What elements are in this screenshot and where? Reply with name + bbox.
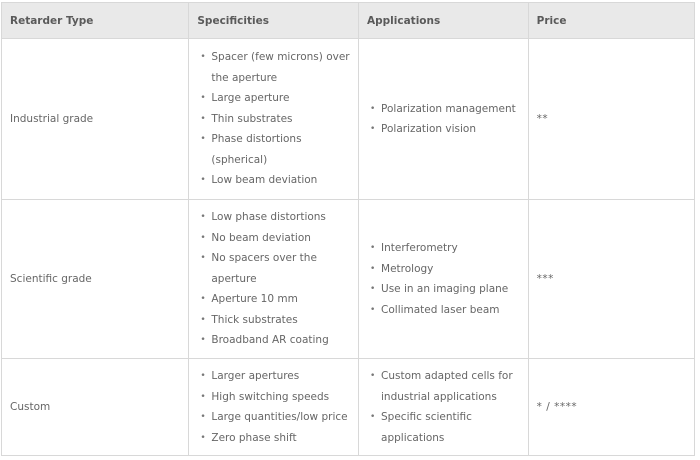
list-item: • Phase distortions (spherical) — [197, 129, 350, 170]
price-cell: * / **** — [528, 359, 694, 456]
applications-list — [367, 366, 520, 448]
list-item: • Custom adapted cells for industrial applications — [367, 366, 520, 407]
applications-cell — [359, 39, 529, 200]
list-item: • Aperture 10 mm — [197, 289, 350, 310]
list-item: • Polarization vision — [367, 119, 520, 140]
table-row-industrial-grade — [2, 39, 695, 200]
applications-list — [367, 238, 520, 320]
list-item: • Low phase distortions — [197, 207, 350, 228]
list-item: • No spacers over the aperture — [197, 248, 350, 289]
list-item: • Larger apertures — [197, 366, 350, 387]
list-item: • Collimated laser beam — [367, 300, 520, 321]
table-row-custom — [2, 359, 695, 456]
specificities-cell — [189, 359, 359, 456]
retarder-type-cell: Scientific grade — [2, 200, 189, 359]
price-cell: *** — [528, 200, 694, 359]
list-item: • No beam deviation — [197, 228, 350, 249]
header-specificities: Specificities — [189, 3, 359, 39]
retarder-comparison-table — [1, 2, 695, 456]
price-cell: ** — [528, 39, 694, 200]
list-item: • Thick substrates — [197, 310, 350, 331]
applications-cell — [359, 359, 529, 456]
specificities-cell — [189, 200, 359, 359]
table-row-scientific-grade — [2, 200, 695, 359]
list-item: • Broadband AR coating — [197, 330, 350, 351]
header-applications: Applications — [359, 3, 529, 39]
list-item: • Interferometry — [367, 238, 520, 259]
specificities-list — [197, 207, 350, 351]
header-retarder-type: Retarder Type — [2, 3, 189, 39]
list-item: • High switching speeds — [197, 387, 350, 408]
retarder-type-cell: Industrial grade — [2, 39, 189, 200]
list-item: • Large quantities/low price — [197, 407, 350, 428]
list-item: • Large aperture — [197, 88, 350, 109]
specificities-list — [197, 366, 350, 448]
list-item: • Specific scientific applications — [367, 407, 520, 448]
list-item: • Use in an imaging plane — [367, 279, 520, 300]
specificities-list — [197, 47, 350, 191]
list-item: • Low beam deviation — [197, 170, 350, 191]
list-item: • Thin substrates — [197, 109, 350, 130]
table-header-row — [2, 3, 695, 39]
applications-cell — [359, 200, 529, 359]
list-item: • Zero phase shift — [197, 428, 350, 449]
applications-list — [367, 99, 520, 140]
retarder-type-cell: Custom — [2, 359, 189, 456]
specificities-cell — [189, 39, 359, 200]
list-item: • Metrology — [367, 259, 520, 280]
header-price: Price — [528, 3, 694, 39]
list-item: • Polarization management — [367, 99, 520, 120]
list-item: • Spacer (few microns) over the aperture — [197, 47, 350, 88]
